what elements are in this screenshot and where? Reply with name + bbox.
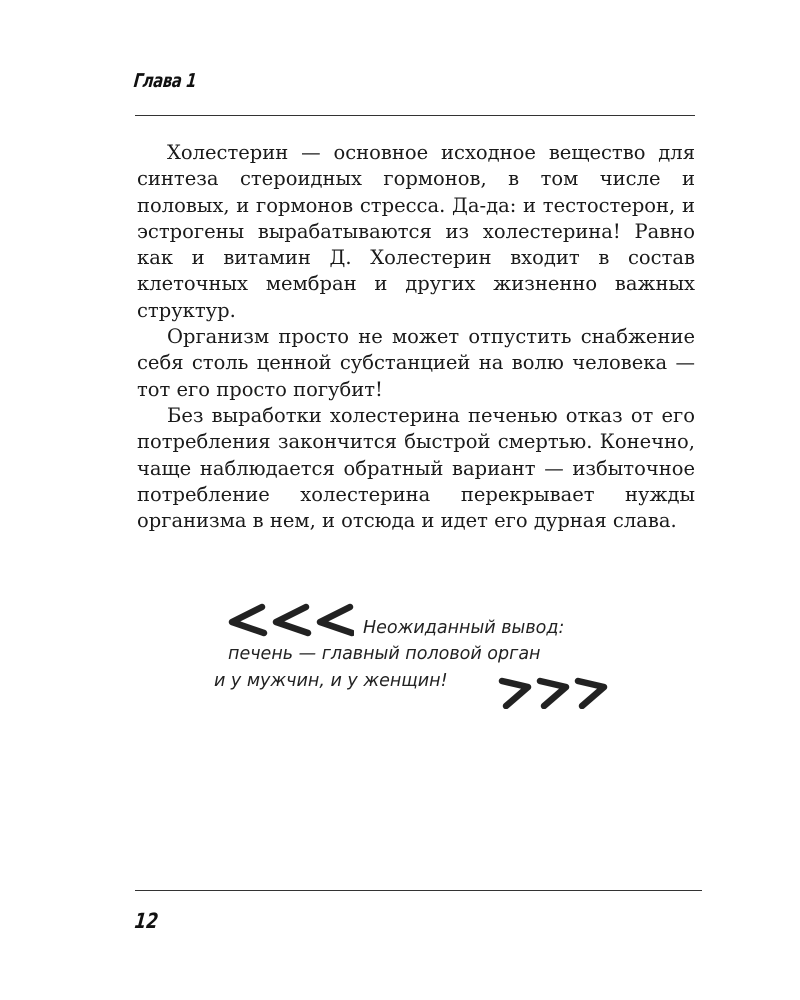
- paragraph-2: Организм просто не может отпустить снабжение себя столь ценной субстанцией на волю человека — тот его просто погубит!: [137, 325, 695, 401]
- callout-line-2: печень — главный половой орган: [228, 644, 541, 664]
- header-divider: [135, 115, 695, 116]
- page-number: 12: [133, 909, 160, 933]
- callout-quote: [200, 595, 640, 725]
- paragraph-1: Холестерин — основное исходное вещество для синтеза стероидных гормонов, в том числе и половых, и гормонов стресса. Да-да: и тестостерон, и эстрогены вырабатываются из холестерина! Равно как и витамин Д. Холестерин входит в состав клеточных мембран и других жизненно важных структур.: [137, 141, 695, 322]
- chapter-label: Глава 1: [132, 70, 198, 92]
- right-chevrons-icon: [498, 675, 613, 709]
- callout-line-3: и у мужчин, и у женщин!: [214, 671, 448, 691]
- callout-line-1: Неожиданный вывод:: [363, 618, 565, 638]
- body-text: [137, 140, 695, 534]
- left-chevrons-icon: [226, 603, 354, 637]
- paragraph-3: Без выработки холестерина печенью отказ от его потребления закончится быстрой смертью. Конечно, чаще наблюдается обратный вариант — избыточное потребление холестерина перекрывает нужды организма в нем, и отсюда и идет его дурная слава.: [137, 403, 695, 533]
- footer-divider: [135, 890, 702, 891]
